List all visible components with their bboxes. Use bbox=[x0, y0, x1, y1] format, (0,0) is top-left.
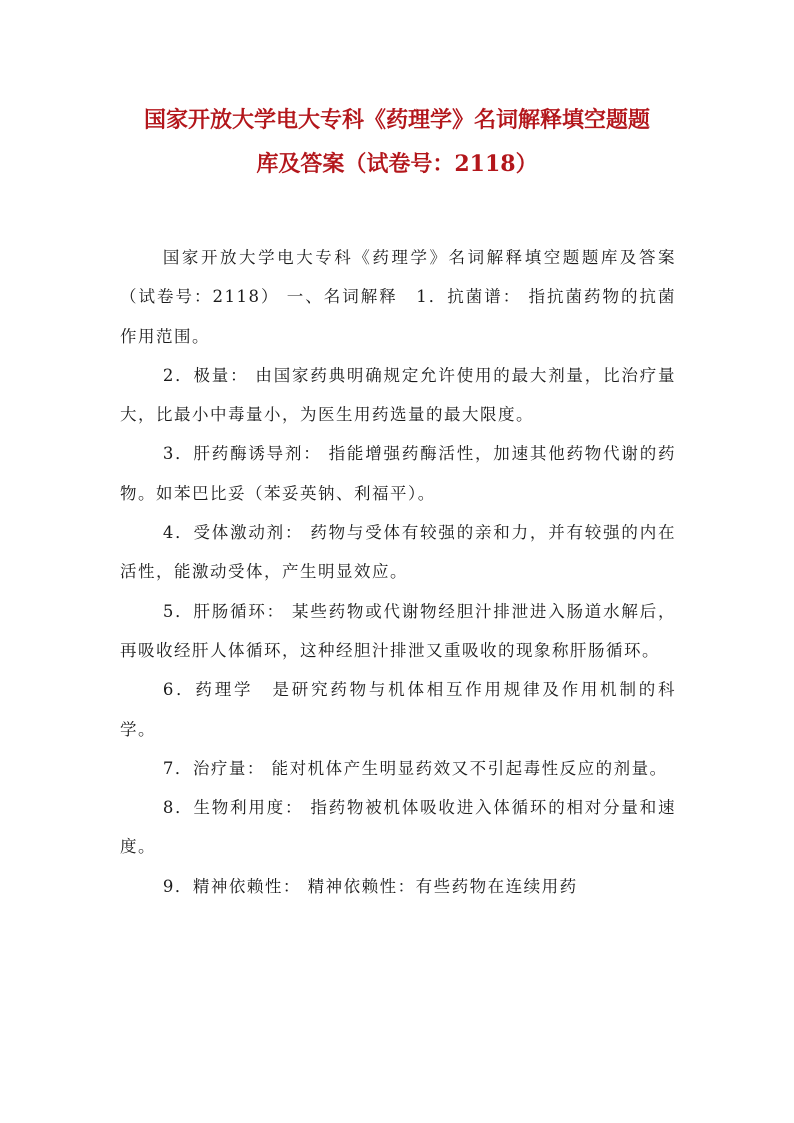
paragraph-item-4: 4．受体激动剂： 药物与受体有较强的亲和力，并有较强的内在活性，能激动受体，产生明显效应。 bbox=[120, 523, 676, 582]
paragraph-item-9: 9．精神依赖性： 精神依赖性：有些药物在连续用药 bbox=[162, 876, 578, 896]
title-line-1: 国家开放大学电大专科《药理学》名词解释填空题题 bbox=[143, 107, 650, 133]
paragraph-item-5: 5．肝肠循环： 某些药物或代谢物经胆汁排泄进入肠道水解后，再吸收经肝人体循环，这种经胆汁排泄又重吸收的现象称肝肠循环。 bbox=[120, 601, 676, 660]
paragraph-intro: 国家开放大学电大专科《药理学》名词解释填空题题库及答案（试卷号：2118） 一、名词解释 1．抗菌谱： 指抗菌药物的抗菌作用范围。 bbox=[120, 248, 676, 346]
paragraph-item-6: 6．药理学 是研究药物与机体相互作用规律及作用机制的科学。 bbox=[120, 680, 676, 739]
paragraph-item-3: 3．肝药酶诱导剂： 指能增强药酶活性，加速其他药物代谢的药物。如苯巴比妥（苯妥英钠、利福平）。 bbox=[120, 444, 676, 503]
paragraph-item-2: 2．极量： 由国家药典明确规定允许使用的最大剂量，比治疗量大，比最小中毒量小，为医生用药选量的最大限度。 bbox=[120, 365, 676, 425]
document-body bbox=[120, 238, 676, 906]
title-line-2: 库及答案（试卷号：2118） bbox=[256, 151, 538, 177]
paragraph-item-7: 7．治疗量： 能对机体产生明显药效又不引起毒性反应的剂量。 bbox=[162, 758, 668, 778]
paragraph-item-8: 8．生物利用度： 指药物被机体吸收进入体循环的相对分量和速度。 bbox=[120, 798, 676, 857]
document-title bbox=[100, 98, 694, 186]
